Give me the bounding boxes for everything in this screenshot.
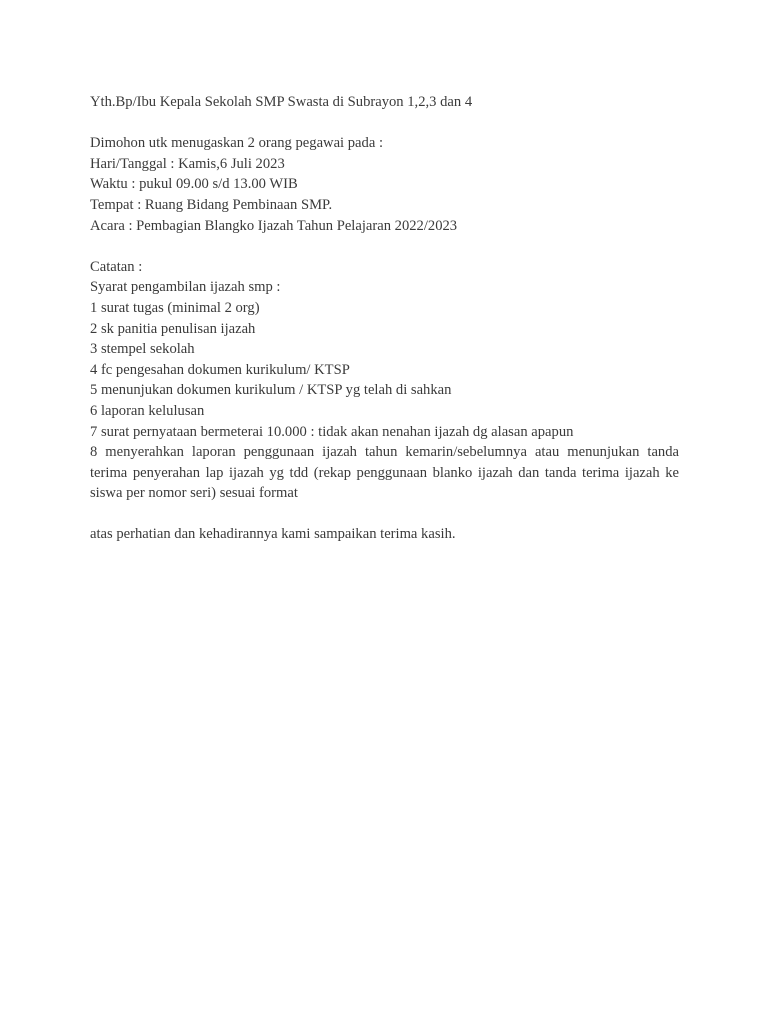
requirement-item-8: 8 menyerahkan laporan penggunaan ijazah tahun kemarin/sebelumnya atau menunjukan tanda terima penyerahan lap ijazah yg tdd (rekap penggunaan blanko ijazah dan tanda terima ijazah ke siswa per nomor seri) sesuai format — [90, 444, 679, 502]
requirement-item: 7 surat pernyataan bermeterai 10.000 : tidak akan nenahan ijazah dg alasan apapun — [90, 423, 574, 440]
greeting-line: Yth.Bp/Ibu Kepala Sekolah SMP Swasta di Subrayon 1,2,3 dan 4 — [90, 94, 473, 110]
detail-date: Hari/Tanggal : Kamis,6 Juli 2023 — [90, 155, 285, 172]
notes-heading: Catatan : — [90, 258, 143, 275]
closing-line: atas perhatian dan kehadirannya kami sampaikan terima kasih. — [90, 526, 456, 543]
paragraph-gap — [90, 236, 679, 257]
requirement-item: 4 fc pengesahan dokumen kurikulum/ KTSP — [90, 361, 350, 378]
requirement-item: 1 surat tugas (minimal 2 org) — [90, 299, 260, 316]
detail-place: Tempat : Ruang Bidang Pembinaan SMP. — [90, 196, 333, 213]
paragraph-gap — [90, 504, 679, 525]
paragraph-gap — [90, 113, 679, 134]
requirement-item: 2 sk panitia penulisan ijazah — [90, 320, 256, 337]
request-line: Dimohon utk menugaskan 2 orang pegawai pada : — [90, 135, 384, 152]
letter-body — [90, 92, 679, 545]
requirement-item: 3 stempel sekolah — [90, 341, 195, 358]
detail-time: Waktu : pukul 09.00 s/d 13.00 WIB — [90, 176, 298, 193]
requirements-heading: Syarat pengambilan ijazah smp : — [90, 279, 281, 296]
requirement-item: 6 laporan kelulusan — [90, 402, 205, 419]
detail-event: Acara : Pembagian Blangko Ijazah Tahun Pelajaran 2022/2023 — [90, 217, 458, 234]
requirement-item: 5 menunjukan dokumen kurikulum / KTSP yg telah di sahkan — [90, 382, 452, 399]
